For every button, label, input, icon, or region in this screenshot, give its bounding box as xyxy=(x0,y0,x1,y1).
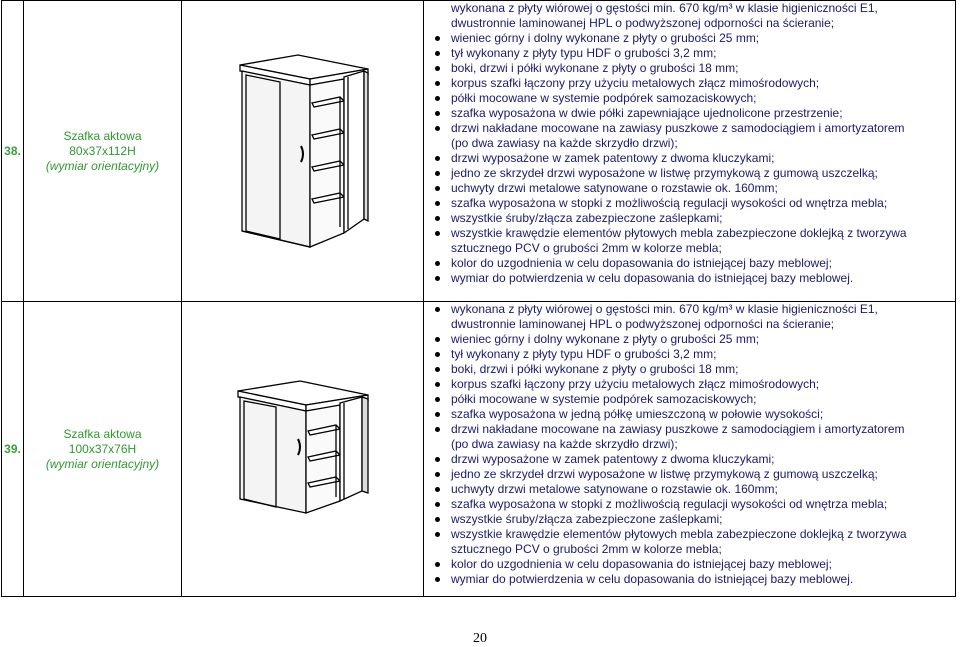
spec-item: sztucznego PCV o grubości 2mm w kolorze mebla; xyxy=(451,241,722,255)
spec-item: wszystkie krawędzie elementów płytowych mebla zabezpieczone doklejką z tworzywa xyxy=(424,226,955,241)
spec-item: wieniec górny i dolny wykonane z płyty o grubości 25 mm; xyxy=(424,31,955,46)
table-row xyxy=(2,302,956,597)
spec-item: sztucznego PCV o grubości 2mm w kolorze mebla; xyxy=(451,542,722,556)
spec-list xyxy=(424,1,955,286)
spec-list xyxy=(424,302,955,587)
spec-item: szafka wyposażona w stopki z możliwością regulacji wysokości od wnętrza mebla; xyxy=(424,196,955,211)
spec-item: dwustronnie laminowanej HPL o podwyższonej odporności na ścieranie; xyxy=(451,317,835,331)
spec-item: kolor do uzgodnienia w celu dopasowania do istniejącej bazy meblowej; xyxy=(424,557,955,572)
spec-item: boki, drzwi i półki wykonane z płyty o grubości 18 mm; xyxy=(424,61,955,76)
spec-item: jedno ze skrzydeł drzwi wyposażone w listwę przymykową z gumową uszczelką; xyxy=(424,467,955,482)
spec-item: wieniec górny i dolny wykonane z płyty o grubości 25 mm; xyxy=(424,332,955,347)
spec-item: wykonana z płyty wiórowej o gęstości min. 670 kg/m³ w klasie higieniczności E1, xyxy=(424,302,955,317)
page-number: 20 xyxy=(473,631,487,646)
spec-item: wszystkie śruby/złącza zabezpieczone zaślepkami; xyxy=(424,211,955,226)
specification-cell xyxy=(424,302,956,597)
spec-item: (po dwa zawiasy na każde skrzydło drzwi); xyxy=(451,136,678,150)
spec-item: drzwi nakładane mocowane na zawiasy puszkowe z samodociągiem i amortyzatorem xyxy=(424,422,955,437)
spec-item: drzwi nakładane mocowane na zawiasy puszkowe z samodociągiem i amortyzatorem xyxy=(424,121,955,136)
product-name-cell xyxy=(24,302,182,597)
spec-item: wymiar do potwierdzenia w celu dopasowania do istniejącej bazy meblowej. xyxy=(424,271,955,286)
spec-item: półki mocowane w systemie podpórek samozaciskowych; xyxy=(424,91,955,106)
spec-item: (po dwa zawiasy na każde skrzydło drzwi); xyxy=(451,437,678,451)
spec-item: uchwyty drzwi metalowe satynowane o rozstawie ok. 160mm; xyxy=(424,482,955,497)
product-name: Szafka aktowa xyxy=(63,128,142,143)
cabinet-low-icon xyxy=(228,379,378,519)
spec-item: wykonana z płyty wiórowej o gęstości min. 670 kg/m³ w klasie higieniczności E1, xyxy=(451,1,878,15)
spec-item: wymiar do potwierdzenia w celu dopasowania do istniejącej bazy meblowej. xyxy=(424,572,955,587)
row-number: 38. xyxy=(2,1,24,302)
spec-item: szafka wyposażona w stopki z możliwością regulacji wysokości od wnętrza mebla; xyxy=(424,497,955,512)
product-name-cell xyxy=(24,1,182,302)
spec-item: drzwi wyposażone w zamek patentowy z dwoma kluczykami; xyxy=(424,452,955,467)
size-note: (wymiar orientacyjny) xyxy=(45,456,160,471)
spec-item: szafka wyposażona w jedną półkę umieszczoną w połowie wysokości; xyxy=(424,407,955,422)
cabinet-tall-icon xyxy=(228,51,378,251)
spec-item: wszystkie krawędzie elementów płytowych mebla zabezpieczone doklejką z tworzywa xyxy=(424,527,955,542)
product-name: Szafka aktowa xyxy=(63,426,142,441)
spec-item: boki, drzwi i półki wykonane z płyty o grubości 18 mm; xyxy=(424,362,955,377)
spec-item: tył wykonany z płyty typu HDF o grubości 3,2 mm; xyxy=(424,46,955,61)
size-note: (wymiar orientacyjny) xyxy=(45,158,160,173)
spec-item: półki mocowane w systemie podpórek samozaciskowych; xyxy=(424,392,955,407)
spec-item: szafka wyposażona w dwie półki zapewniające ujednolicone przestrzenie; xyxy=(424,106,955,121)
table-row xyxy=(2,1,956,302)
spec-item: wszystkie śruby/złącza zabezpieczone zaślepkami; xyxy=(424,512,955,527)
spec-item: jedno ze skrzydeł drzwi wyposażone w listwę przymykową z gumową uszczelką; xyxy=(424,166,955,181)
product-size: 80x37x112H xyxy=(69,143,136,158)
specification-cell xyxy=(424,1,956,302)
spec-item: korpus szafki łączony przy użyciu metalowych złącz mimośrodowych; xyxy=(424,377,955,392)
product-image-cell xyxy=(182,1,424,302)
spec-item: dwustronnie laminowanej HPL o podwyższonej odporności na ścieranie; xyxy=(451,16,835,30)
spec-item: uchwyty drzwi metalowe satynowane o rozstawie ok. 160mm; xyxy=(424,181,955,196)
spec-item: korpus szafki łączony przy użyciu metalowych złącz mimośrodowych; xyxy=(424,76,955,91)
spec-item: kolor do uzgodnienia w celu dopasowania do istniejącej bazy meblowej; xyxy=(424,256,955,271)
row-number: 39. xyxy=(2,302,24,597)
spec-item: tył wykonany z płyty typu HDF o grubości 3,2 mm; xyxy=(424,347,955,362)
spec-item: drzwi wyposażone w zamek patentowy z dwoma kluczykami; xyxy=(424,151,955,166)
spec-table xyxy=(1,0,956,597)
product-image-cell xyxy=(182,302,424,597)
product-size: 100x37x76H xyxy=(68,441,137,456)
